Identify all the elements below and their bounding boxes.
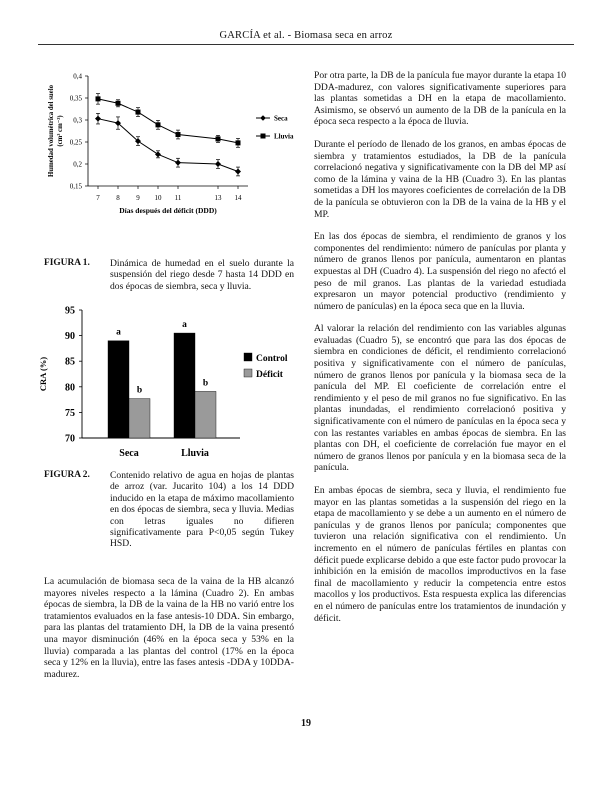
y-tick-label: 70	[65, 433, 75, 445]
figure-2-bar-chart	[30, 296, 300, 464]
y-axis-title-units: (cm³ cm⁻³)	[57, 115, 64, 147]
figure-1-caption	[44, 258, 294, 292]
x-tick-label: 11	[174, 194, 182, 202]
y-tick-label: 90	[65, 331, 75, 343]
y-axis-title: Humedad volumétrica del suelo	[48, 85, 55, 177]
category-label-lluvia: Lluvia	[181, 448, 209, 459]
figure-1-line-chart	[30, 62, 300, 222]
bar-seca-0	[108, 341, 129, 438]
data-point-lluvia	[176, 132, 181, 137]
body-paragraph: Por otra parte, la DB de la panícula fue mayor durante la etapa 10 DDA-madurez, con valores significativamente superiores para las plantas sometidas a DH en la etapa de macollamiento. Asimismo, se observó un aumento de la DB de la panícula en la época seca respecto a la época de lluvia.	[314, 70, 566, 128]
category-label-seca: Seca	[119, 448, 139, 459]
figure-1-label: FIGURA 1.	[44, 258, 90, 268]
x-tick-label: 10	[154, 194, 162, 202]
legend-marker-lluvia	[261, 134, 266, 139]
legend-label: Déficit	[256, 370, 283, 380]
y-tick-label: 0,35	[69, 94, 82, 103]
body-paragraph: En las dos épocas de siembra, el rendimiento de granos y los componentes del rendimiento: número de panículas por planta y número de granos llenos por panícula, aumentaron en plantas expuestas al DH (Cuadro 4). La suspensión del riego no afectó el peso de mil granos. Las plantas de la variedad estudiada expresaron un mayor potencial productivo (rendimiento y número de panículas) en la época seca que en la lluvia.	[314, 231, 566, 312]
x-tick-label: 7	[96, 194, 100, 202]
data-point-lluvia	[136, 110, 141, 115]
figure-1-caption-text: Dinámica de humedad en el suelo durante la suspensión del riego desde 7 hasta 14 DDD en dos épocas de siembra, seca y lluvia.	[110, 258, 294, 292]
bar-lluvia-1	[195, 391, 216, 438]
data-point-seca	[175, 160, 181, 166]
data-point-lluvia	[216, 136, 221, 141]
legend-label-lluvia: Lluvia	[274, 132, 294, 141]
bar-lluvia-0	[174, 333, 195, 438]
header-rule	[38, 44, 574, 45]
x-tick-label: 8	[116, 194, 120, 202]
y-tick-label: 0,3	[73, 116, 82, 125]
significance-letter: a	[116, 327, 121, 338]
left-column	[44, 576, 294, 691]
bar-seca-1	[129, 399, 150, 438]
x-tick-label: 9	[136, 194, 140, 202]
page-number: 19	[301, 718, 311, 729]
data-point-seca	[95, 116, 101, 122]
figure-2-caption-text: Contenido relativo de agua en hojas de plantas de arroz (var. Jucarito 104) a los 14 DDD inducido en la etapa de máximo macollamiento en dos épocas de siembra, seca y lluvia. Medias con letras iguales no difieren significativamente para P<0,05 según Tukey HSD.	[110, 470, 294, 550]
y-axis-title: CRA (%)	[38, 356, 48, 392]
significance-letter: b	[136, 385, 143, 396]
y-tick-label: 0,2	[73, 160, 82, 169]
figure-2-caption	[44, 470, 294, 550]
y-tick-label: 85	[65, 356, 75, 368]
data-point-seca	[155, 151, 161, 157]
data-point-lluvia	[96, 96, 101, 101]
legend-swatch-1	[244, 369, 252, 377]
legend-label-seca: Seca	[274, 114, 288, 123]
body-paragraph: En ambas épocas de siembra, seca y lluvia, el rendimiento fue mayor en las plantas sometidas a la suspensión del riego en la etapa de macollamiento y se debe a un aumento en el número de panículas y de granos llenos por panícula; componentes que tuvieron una relación significativa con el rendimiento. Un incremento en el número de panículas fértiles en plantas con déficit puede explicarse debido a que este factor pudo provocar la inhibición en la emisión de macollos improductivos en la fase final de macollamiento y reducir la competencia entre estos macollos y los productivos. Esta respuesta explica las diferencias en el número de panículas entre los tratamientos de inundación y déficit.	[314, 485, 566, 624]
y-tick-label: 80	[65, 382, 75, 394]
y-tick-label: 0,25	[69, 138, 82, 147]
data-point-lluvia	[236, 140, 241, 145]
body-paragraph: Al valorar la relación del rendimiento con las variables algunas evaluadas (Cuadro 5), se encontró que para las dos épocas de siembra en condiciones de déficit, el rendimiento correlacionó positiva y significativamente con el número de panículas, número de granos llenos por panícula y la biomasa seca de la panícula del MP. El coeficiente de correlación entre el rendimiento y el peso de mil granos no fue significativo. En las plantas inundadas, el rendimiento correlacionó positiva y significativamente con el número de panículas en la época seca y con las restantes variables en ambas épocas de siembra. En las plantas con DH, el coeficiente de correlación fue mayor en el número de granos llenos por panícula y en la biomasa seca de la panícula.	[314, 323, 566, 474]
body-paragraph: Durante el período de llenado de los granos, en ambas épocas de siembra y tratamientos estudiados, la DB de la panícula correlacionó negativa y significativamente con la DB del MP así como de la lámina y vaina de la HB (Cuadro 3). En las plantas sometidas a DH los mayores coeficientes de correlación de la DB de la panícula se obtuvieron con la DB de la vaina de la HB y el MP.	[314, 138, 566, 220]
legend-marker-seca	[260, 115, 266, 121]
figure-2-label: FIGURA 2.	[44, 470, 90, 480]
right-column	[314, 70, 566, 635]
y-tick-label: 0,4	[73, 72, 82, 81]
data-point-lluvia	[116, 101, 121, 106]
legend-label: Control	[256, 354, 288, 364]
body-paragraph: La acumulación de biomasa seca de la vaina de la HB alcanzó mayores niveles respecto a la lámina (Cuadro 2). En ambas épocas de siembra, la DB de la vaina de la HB no varió entre los tratamientos evaluados en la fase antesis-10 DDA. Sin embargo, para las plantas del tratamiento DH, la DB de la vaina presentó una mayor disminución (46% en la época seca y 53% en la lluvia) comparada a las plantas del control (17% en la época seca y 12% en la lluvia), entre las fases antesis -DDA y 10DDA- madurez.	[44, 576, 294, 680]
running-head: GARCÍA et al. - Biomasa seca en arroz	[219, 30, 393, 41]
data-point-lluvia	[156, 122, 161, 127]
y-tick-label: 0,15	[69, 182, 82, 191]
data-point-seca	[235, 168, 241, 174]
legend-swatch-0	[244, 353, 252, 361]
significance-letter: a	[182, 320, 187, 331]
significance-letter: b	[202, 378, 209, 389]
x-tick-label: 14	[234, 194, 242, 202]
y-tick-label: 95	[65, 305, 75, 317]
data-point-seca	[215, 161, 221, 167]
x-axis-title: Días después del déficit (DDD)	[119, 206, 217, 215]
y-tick-label: 75	[65, 407, 75, 419]
x-tick-label: 13	[214, 194, 222, 202]
